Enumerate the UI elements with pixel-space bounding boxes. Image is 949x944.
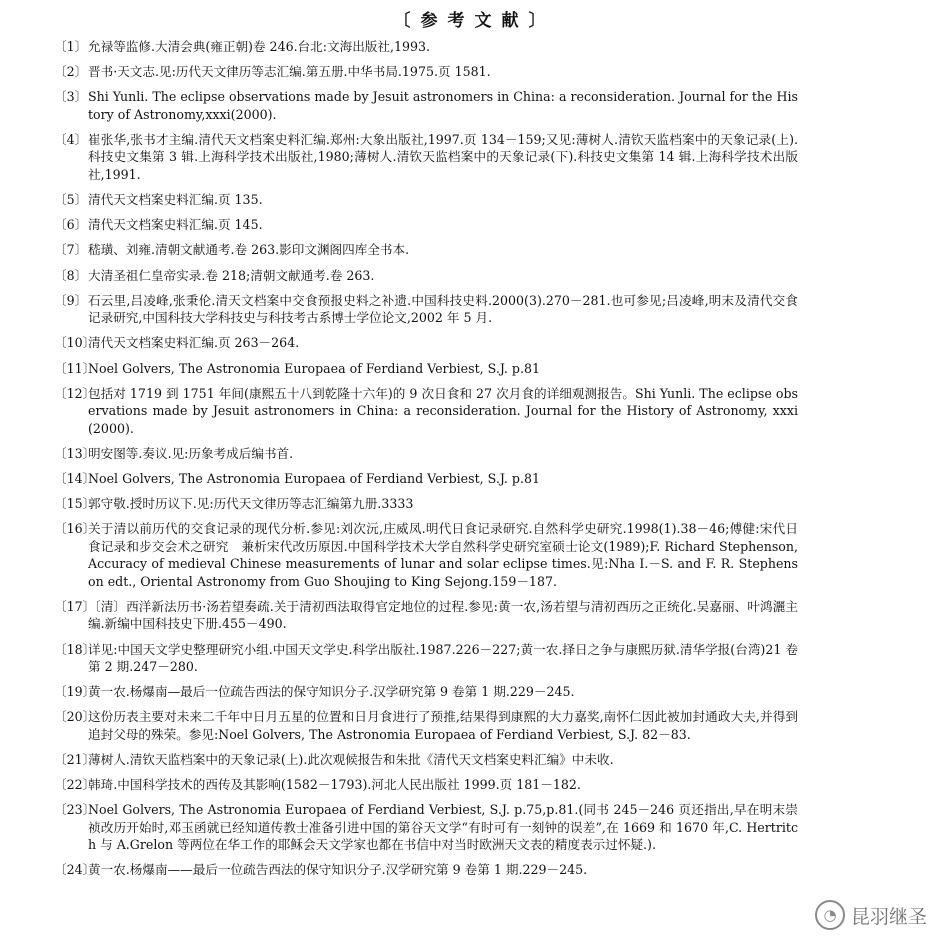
reference-text: 嵇璜、刘雍.清朝文献通考.卷 263.影印文渊阁四库全书本. [88,242,410,258]
reference-number: 〔18〕 [54,641,96,657]
reference-text: 允禄等监修.大清会典(雍正朝)卷 246.台北:文海出版社,1993. [88,39,431,54]
reference-text: 明安图等.奏议.见:历象考成后编书首. [88,445,294,461]
reference-number: 〔16〕 [54,521,96,537]
reference-item [54,495,798,512]
reference-text: 石云里,吕凌峰,张秉伦.清天文档案中交食预报史料之补遗.中国科技史料.2000(3).270－281.也可参见;吕凌峰,明末及清代交食记录研究,中国科技大学科技史与科技考古系博士学位论文,2002 年 5 月. [88,292,798,326]
reference-number: 〔21〕 [54,751,96,767]
reference-item [54,641,798,676]
reference-number: 〔23〕 [54,802,96,818]
reference-text: 这份历表主要对未来二千年中日月五星的位置和日月食进行了预推,结果得到康熙的大力嘉奖,南怀仁因此被加封通政大夫,并得到追封父母的殊荣。参见:Noel Golvers, The Astronomia Europaea of Ferdiand Verbiest, S.J. 82－83. [88,709,798,742]
reference-text: 大清圣祖仁皇帝实录.卷 218;清朝文献通考.卷 263. [88,267,375,283]
reference-item [54,861,798,878]
reference-item [54,801,798,853]
reference-number: 〔17〕 [54,598,96,614]
reference-text: Noel Golvers, The Astronomia Europaea of Ferdiand Verbiest, S.J. p.75,p.81.(同书 245－246 页还指出,早在明末崇祯改历开始时,邓玉函就已经知道传教士准备引进中国的第谷天文学“有时可有一刻钟的误差”,在 1669 和 1670 年,C. Hertritch 与 A.Grelon 等两位在华工作的耶稣会天文学家也都在书信中对当时欧洲天文表的精度表示过怀疑.). [88,802,798,853]
page-title: 〔参考文献〕 [393,11,556,31]
reference-number: 〔24〕 [54,862,96,878]
reference-item [54,63,798,80]
reference-item [54,241,798,258]
reference-text: 崔张华,张书才主编.清代天文档案史料汇编.郑州:大象出版社,1997.页 134－159;又见:薄树人.清钦天监档案中的天象记录(上).科技史文集第 3 辑.上海科学技术出版社,1980;薄树人.清钦天监档案中的天象记录(下).科技史文集第 14 辑.上海科学技术出版社,1991. [88,132,798,182]
reference-item [54,334,798,351]
watermark-text: 昆羽继圣 [850,905,927,928]
reference-list [54,38,798,887]
reference-item [54,776,798,793]
reference-number: 〔13〕 [54,445,96,461]
reference-number: 〔2〕 [54,64,88,80]
reference-text: 关于清以前历代的交食记录的现代分析.参见:刘次沅,庄威凤.明代日食记录研究.自然科学史研究.1998(1).38－46;傅健:宋代日食记录和步交会术之研究 兼析宋代改历原因.中国科学技术大学自然科学史研究室硕士论文(1989);F. Richard Stephenson, Accuracy of medieval Chinese measurements of lunar and solar eclipse times.见:Nha I.－S. and F. R. Stephenson edt., Oriental Astronomy from Guo Shoujing to King Sejong.159－187. [88,521,798,589]
reference-item [54,520,798,590]
reference-text: 包括对 1719 到 1751 年间(康熙五十八到乾隆十六年)的 9 次日食和 27 次月食的详细观测报告。Shi Yunli. The eclipse observations made by Jesuit astronomers in China: a reconsideration. Journal for the History of Astronomy, xxxi (2000). [88,385,798,436]
reference-text: 详见:中国天文学史整理研究小组.中国天文学史.科学出版社.1987.226－227;黄一农.择日之争与康熙历狱.清华学报(台湾)21 卷第 2 期.247－280. [88,641,798,674]
reference-number: 〔12〕 [54,385,96,401]
reference-text: 郭守敬.授时历议下.见:历代天文律历等志汇编第九册.3333 [88,496,414,512]
reference-number: 〔9〕 [54,292,88,308]
reference-number: 〔14〕 [54,471,96,487]
reference-text: 〔清〕西洋新法历书·汤若望奏疏.关于清初西法取得官定地位的过程.参见:黄一农,汤若望与清初西历之正统化.吴嘉丽、叶鸿灑主编.新编中国科技史下册.455－490. [88,598,798,632]
reference-item [54,751,798,768]
reference-item [54,38,798,55]
wechat-logo-icon: ◔ [815,900,845,930]
reference-text: 黄一农.杨爆南——最后一位疏告西法的保守知识分子.汉学研究第 9 卷第 1 期.229－245. [88,862,588,878]
reference-number: 〔10〕 [54,335,96,351]
reference-item [54,292,798,327]
reference-text: Noel Golvers, The Astronomia Europaea of Ferdiand Verbiest, S.J. p.81 [88,471,540,487]
watermark [815,900,927,930]
reference-text: Shi Yunli. The eclipse observations made by Jesuit astronomers in China: a reconsideration. Journal for the History of Astronomy,xxxi(2000). [88,89,798,122]
reference-text: 清代天文档案史料汇编.页 145. [88,217,263,233]
reference-number: 〔4〕 [54,132,88,148]
reference-number: 〔20〕 [54,709,96,725]
reference-number: 〔15〕 [54,496,96,512]
reference-number: 〔3〕 [54,89,88,105]
reference-item [54,216,798,233]
reference-item [54,131,798,183]
reference-text: 韩琦.中国科学技术的西传及其影响(1582－1793).河北人民出版社 1999.页 181－182. [88,777,581,793]
reference-item [54,598,798,633]
reference-item [54,470,798,487]
reference-text: 清代天文档案史料汇编.页 263－264. [88,335,300,351]
reference-number: 〔8〕 [54,267,88,283]
reference-number: 〔19〕 [54,684,96,700]
reference-text: 黄一农.杨爆南—最后一位疏告西法的保守知识分子.汉学研究第 9 卷第 1 期.229－245. [88,684,575,700]
reference-number: 〔11〕 [54,360,96,376]
reference-item [54,683,798,700]
reference-text: 清代天文档案史料汇编.页 135. [88,192,263,208]
reference-number: 〔22〕 [54,777,96,793]
reference-text: 晋书·天文志.见:历代天文律历等志汇编.第五册.中华书局.1975.页 1581. [88,64,491,80]
reference-number: 〔7〕 [54,242,88,258]
reference-number: 〔5〕 [54,192,88,208]
reference-text: 薄树人.清钦天监档案中的天象记录(上).此次观候报告和朱批《清代天文档案史料汇编》中未收. [88,751,614,767]
reference-item [54,360,798,377]
reference-item [54,445,798,462]
reference-item [54,88,798,123]
reference-number: 〔6〕 [54,217,88,233]
reference-text: Noel Golvers, The Astronomia Europaea of Ferdiand Verbiest, S.J. p.81 [88,360,540,376]
reference-item [54,267,798,284]
reference-item [54,385,798,437]
reference-item [54,191,798,208]
reference-item [54,708,798,743]
reference-number: 〔1〕 [54,39,88,54]
